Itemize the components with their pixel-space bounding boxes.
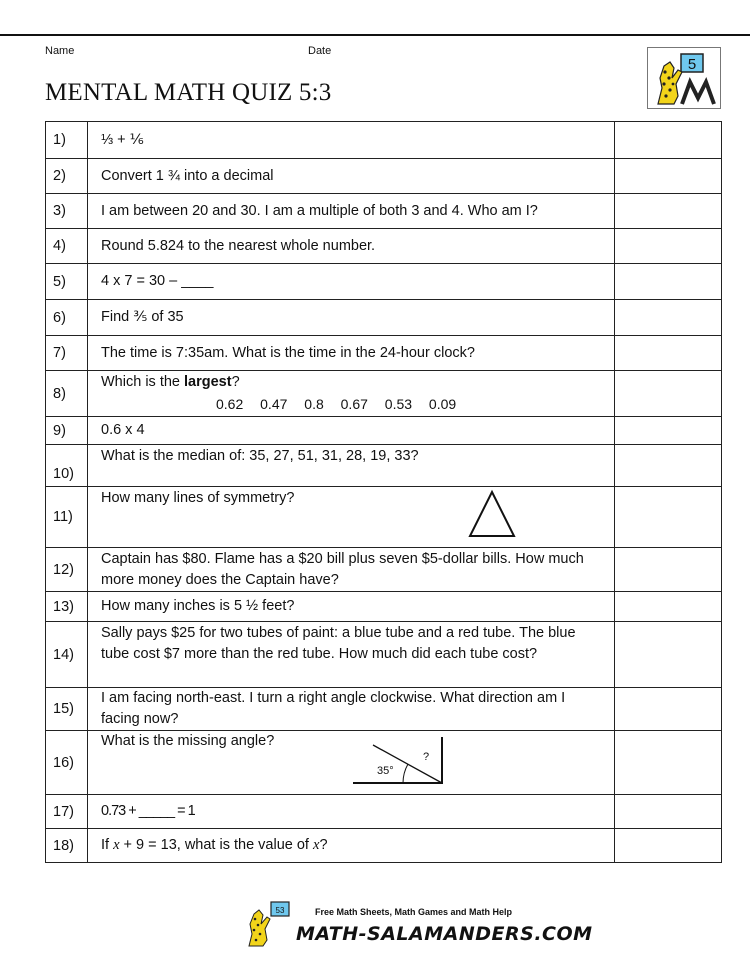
answer-box[interactable] (615, 122, 721, 158)
question-row (46, 263, 721, 299)
question-row (46, 444, 721, 486)
option: 0.47 (260, 396, 288, 412)
question-number: 14) (46, 622, 88, 687)
footer-tagline: Free Math Sheets, Math Games and Math Help (315, 907, 513, 917)
question-row (46, 122, 721, 158)
question-text: I am facing north-east. I turn a right angle clockwise. What direction am I facing now? (88, 688, 615, 730)
question-number: 3) (46, 194, 88, 228)
option: 0.09 (428, 396, 457, 412)
question-row (46, 193, 721, 228)
date-label: Date (308, 45, 332, 57)
answer-box[interactable] (615, 548, 721, 591)
question-number: 11) (46, 487, 88, 547)
question-text: I am between 20 and 30. I am a multiple of both 3 and 4. Who am I? (88, 194, 615, 228)
answer-box[interactable] (615, 371, 721, 416)
question-text: Round 5.824 to the nearest whole number. (88, 229, 615, 263)
question-row (46, 730, 721, 794)
question-text: How many lines of symmetry? (88, 487, 615, 547)
question-number: 12) (46, 548, 88, 591)
answer-box[interactable] (615, 229, 721, 263)
question-row (46, 828, 721, 862)
question-number: 5) (46, 264, 88, 299)
answer-box[interactable] (615, 445, 721, 486)
question-row (46, 158, 721, 193)
question-text: 0.6 x 4 (88, 417, 615, 444)
question-text: The time is 7:35am. What is the time in the 24-hour clock? (88, 336, 615, 370)
question-row (46, 416, 721, 444)
question-number: 7) (46, 336, 88, 370)
answer-box[interactable] (615, 731, 721, 794)
option: 0.53 (384, 396, 413, 412)
question-text: What is the median of: 35, 27, 51, 31, 28, 19, 33? (88, 445, 615, 486)
answer-box[interactable] (615, 417, 721, 444)
question-row (46, 299, 721, 335)
question-text: How many inches is 5 ½ feet? (88, 592, 615, 621)
question-row (46, 547, 721, 591)
question-text: Sally pays $25 for two tubes of paint: a blue tube and a red tube. The blue tube cost $7 more than the red tube. How much did each tube cost? (88, 622, 615, 687)
question-text: 0.73 + _____ = 1 (88, 795, 615, 828)
name-label: Name (45, 45, 75, 57)
question-number: 15) (46, 688, 88, 730)
answer-box[interactable] (615, 159, 721, 193)
footer-badge-text: 53 (275, 906, 285, 915)
question-number: 2) (46, 159, 88, 193)
question-row (46, 687, 721, 730)
answer-box[interactable] (615, 336, 721, 370)
answer-options (216, 394, 469, 415)
answer-box[interactable] (615, 688, 721, 730)
question-text: ⅓ + ⅙ (88, 122, 615, 158)
footer-salamander-icon (243, 900, 293, 950)
option: 0.8 (304, 396, 324, 412)
quiz-table (45, 121, 722, 863)
question-number: 16) (46, 731, 88, 794)
answer-box[interactable] (615, 622, 721, 687)
grade-badge-text: 5 (687, 56, 697, 73)
salamander-icon (648, 48, 722, 110)
answer-box[interactable] (615, 300, 721, 335)
emphasis-largest: largest (184, 374, 232, 390)
unknown-angle-label: ? (423, 751, 430, 763)
question-text: If x + 9 = 13, what is the value of x? (88, 829, 615, 862)
variable-x: x (113, 837, 120, 853)
question-row (46, 486, 721, 547)
top-rule (0, 34, 750, 36)
angle-diagram-icon (353, 733, 453, 789)
question-number: 9) (46, 417, 88, 444)
question-number: 10) (46, 445, 88, 486)
variable-x: x (313, 837, 320, 853)
question-text: Convert 1 ¾ into a decimal (88, 159, 615, 193)
page-title: MENTAL MATH QUIZ 5:3 (45, 79, 332, 106)
question-number: 6) (46, 300, 88, 335)
answer-box[interactable] (615, 829, 721, 862)
question-number: 8) (46, 371, 88, 416)
question-number: 18) (46, 829, 88, 862)
question-text: Which is the largest? 0.62 0.47 0.8 0.67 0.53 0.09 (88, 371, 615, 416)
question-row (46, 228, 721, 263)
question-text: What is the missing angle? 35° ? (88, 731, 615, 794)
question-number: 1) (46, 122, 88, 158)
question-number: 13) (46, 592, 88, 621)
option: 0.62 (216, 396, 244, 412)
question-text: Find ⅗ of 35 (88, 300, 615, 335)
answer-box[interactable] (615, 592, 721, 621)
footer-brand[interactable]: MATH-SALAMANDERS.COM (296, 923, 593, 945)
option: 0.67 (340, 396, 368, 412)
answer-box[interactable] (615, 264, 721, 299)
answer-box[interactable] (615, 194, 721, 228)
question-row (46, 335, 721, 370)
known-angle-label: 35° (377, 765, 394, 777)
question-number: 17) (46, 795, 88, 828)
answer-box[interactable] (615, 487, 721, 547)
question-text: Captain has $80. Flame has a $20 bill plus seven $5-dollar bills. How much more money does the Captain have? (88, 548, 615, 591)
question-row (46, 591, 721, 621)
question-number: 4) (46, 229, 88, 263)
triangle-icon (467, 489, 517, 539)
question-row (46, 794, 721, 828)
question-text: 4 x 7 = 30 – ____ (88, 264, 615, 299)
answer-box[interactable] (615, 795, 721, 828)
question-row (46, 370, 721, 416)
salamander-logo (647, 47, 721, 109)
question-row (46, 621, 721, 687)
